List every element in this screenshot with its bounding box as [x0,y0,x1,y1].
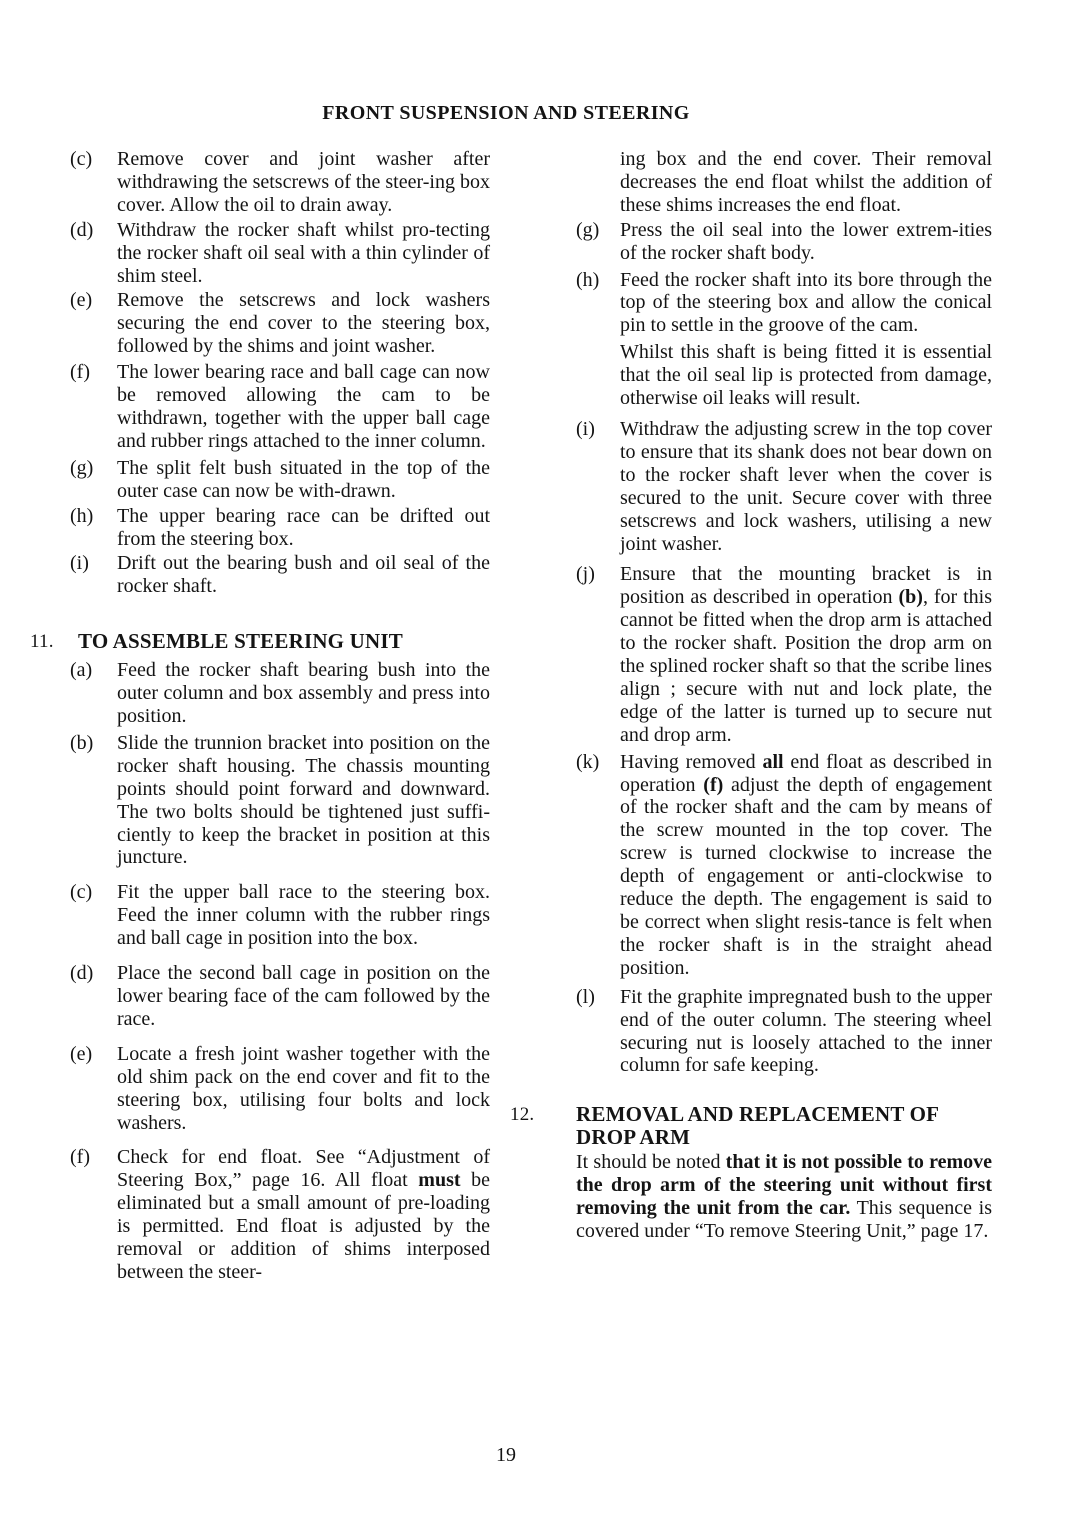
note-text: Whilst this shaft is being fitted it is essential that the oil seal lip is protected from damage, otherwise oil leaks will result. [620,341,992,410]
list-item: (b) Slide the trunnion bracket into position on the rocker shaft housing. The chassis mounting points should point forward and downward. The two bolts should be tightened just suffi-ciently to keep the bracket in position at this juncture. [70,731,490,869]
right-column [510,148,993,1243]
list-item: (i) Withdraw the adjusting screw in the top cover to ensure that its shank does not bear down on to the rocker shaft lever when the cover is secured to the unit. Secure cover with three setscrews and lock washers, utilising a new joint washer. [576,417,992,555]
list-item: (g) The split felt bush situated in the top of the outer case can now be with-drawn. [70,456,490,502]
list-item: (k) Having removed all end float as described in operation (f) adjust the depth of engagement of the rocker shaft and the cam by means of the screw mounted in the top cover. The screw is turned clockwise to increase the depth of engagement or anti-clockwise to reduce the depth. The engagement is said to be correct when slight resis-tance is felt when the rocker shaft is in the straight ahead position. [576,750,993,979]
list-item: (a) Feed the rocker shaft bearing bush into the outer column and box assembly and press into position. [70,659,490,728]
list-item: (i) Drift out the bearing bush and oil seal of the rocker shaft. [70,552,490,598]
list-item: (h) Feed the rocker shaft into its bore through the top of the steering box and allow the conical pin to settle in the groove of the cam. [576,268,992,337]
list-item: (f) The lower bearing race and ball cage can now be removed allowing the cam to be withdrawn, together with the upper ball cage and rubber rings attached to the inner column. [70,361,490,452]
paragraph: It should be noted that it is not possible to remove the drop arm of the steering unit without first removing the unit from the car. This sequence is covered under “To remove Steering Unit,” page 17. [576,1151,992,1243]
list-item: (e) Remove the setscrews and lock washers securing the end cover to the steering box, followed by the shims and joint washer. [70,289,490,358]
left-column [30,148,490,1284]
section-heading: 12. REMOVAL AND REPLACEMENT OF DROP ARM [510,1102,939,1150]
list-item: (c) Remove cover and joint washer after withdrawing the setscrews of the steer-ing box cover. Allow the oil to drain away. [70,148,490,216]
continuation-text: ing box and the end cover. Their removal decreases the end float whilst the addition of these shims increases the end float. [620,148,992,216]
list-item: (l) Fit the graphite impregnated bush to the upper end of the outer column. The steering wheel securing nut is loosely attached to the inner column for safe keeping. [576,985,992,1077]
list-item: (f) Check for end float. See “Adjustment of Steering Box,” page 16. All float must be eliminated but a small amount of pre-loading is permitted. End float is adjusted by the removal or addition of shims interposed between the steer- [70,1146,490,1283]
page-number: 19 [496,1444,516,1466]
list-item: (h) The upper bearing race can be drifted out from the steering box. [70,504,490,550]
list-item: (c) Fit the upper ball race to the steering box. Feed the inner column with the rubber rings and ball cage in position into the box. [70,881,490,950]
list-item: (d) Withdraw the rocker shaft whilst pro-tecting the rocker shaft oil seal with a thin cylinder of shim steel. [70,218,490,287]
section-heading: 11. TO ASSEMBLE STEERING UNIT [30,629,403,654]
list-item: (d) Place the second ball cage in position on the lower bearing face of the cam followed by the race. [70,962,490,1030]
list-item: (e) Locate a fresh joint washer together with the old shim pack on the end cover and fit to the steering box, utilising four bolts and lock washers. [70,1042,490,1134]
list-item: (j) Ensure that the mounting bracket is in position as described in operation (b), for this cannot be fitted when the drop arm is attached to the rocker shaft. Position the drop arm on the splined rocker shaft so that the scribe lines align ; secure with nut and lock plate, the edge of the latter is turned up to secure nut and drop arm. [576,563,993,746]
page-header: FRONT SUSPENSION AND STEERING [322,102,690,124]
list-item: (g) Press the oil seal into the lower extrem-ities of the rocker shaft body. [576,218,992,264]
